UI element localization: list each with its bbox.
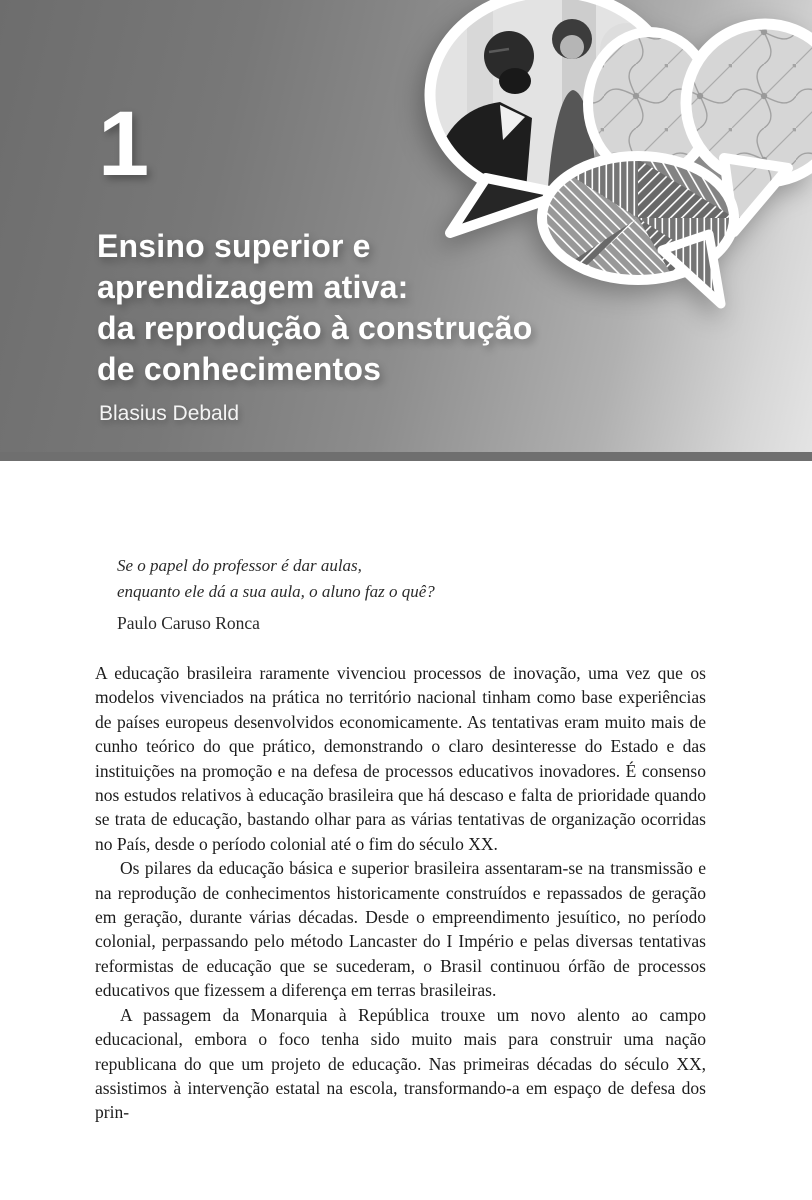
body-paragraph: A passagem da Monarquia à República trouxe um novo alento ao campo educacional, embora o foco tenha sido muito mais para construir uma nação republicana do que um projeto de educação. Nas primeiras décadas do século XX, assistimos à intervenção estatal na escola, transformando-a em espaço de defesa dos prin- <box>95 1004 706 1123</box>
chapter-header <box>0 0 812 452</box>
chapter-title-line: de conhecimentos <box>97 351 382 387</box>
chapter-author: Blasius Debald <box>99 402 240 425</box>
body-paragraph: A educação brasileira raramente vivenciou processos de inovação, uma vez que os modelos vivenciados na prática no território nacional tinham como base experiências de países europeus desenvolvidos economicamente. As tentativas eram muito mais de cunho teórico do que prático, demonstrando o claro desinteresse do Estado e das instituições na promoção e na defesa de processos educativos inovadores. É consenso nos estudos relativos à educação brasileira que há descaso e falta de prioridade quando se trata de educação, bastando olhar para as várias tentativas de organização ocorridas no País, desde o período colonial até o fim do século XX. <box>95 663 706 854</box>
epigraph <box>117 553 706 636</box>
chapter-title-line: da reprodução à construção <box>97 310 533 346</box>
striped-speech-bubble <box>542 156 738 304</box>
chapter-title-line: Ensino superior e <box>97 228 371 264</box>
chapter-title-line: aprendizagem ativa: <box>97 269 409 305</box>
page-body <box>95 461 706 1125</box>
header-divider-bar <box>0 452 812 461</box>
chapter-number: 1 <box>98 93 150 195</box>
epigraph-line: enquanto ele dá a sua aula, o aluno faz o quê? <box>117 582 435 601</box>
body-paragraph: Os pilares da educação básica e superior brasileira assentaram-se na transmissão e na reprodução de conhecimentos historicamente construídos e repassados de geração em geração, durante várias décadas. Desde o empreendimento jesuítico, no período colonial, perpassando pelo método Lancaster do I Império e pelas diversas tentativas reformistas de educação que se sucederam, o Brasil continuou órfão de processos educativos que fizessem a diferença em terras brasileiras. <box>95 858 706 1001</box>
body-paragraphs <box>95 661 706 1125</box>
epigraph-line: Se o papel do professor é dar aulas, <box>117 556 362 575</box>
epigraph-attribution: Paulo Caruso Ronca <box>117 613 260 633</box>
chapter-title <box>97 226 533 390</box>
